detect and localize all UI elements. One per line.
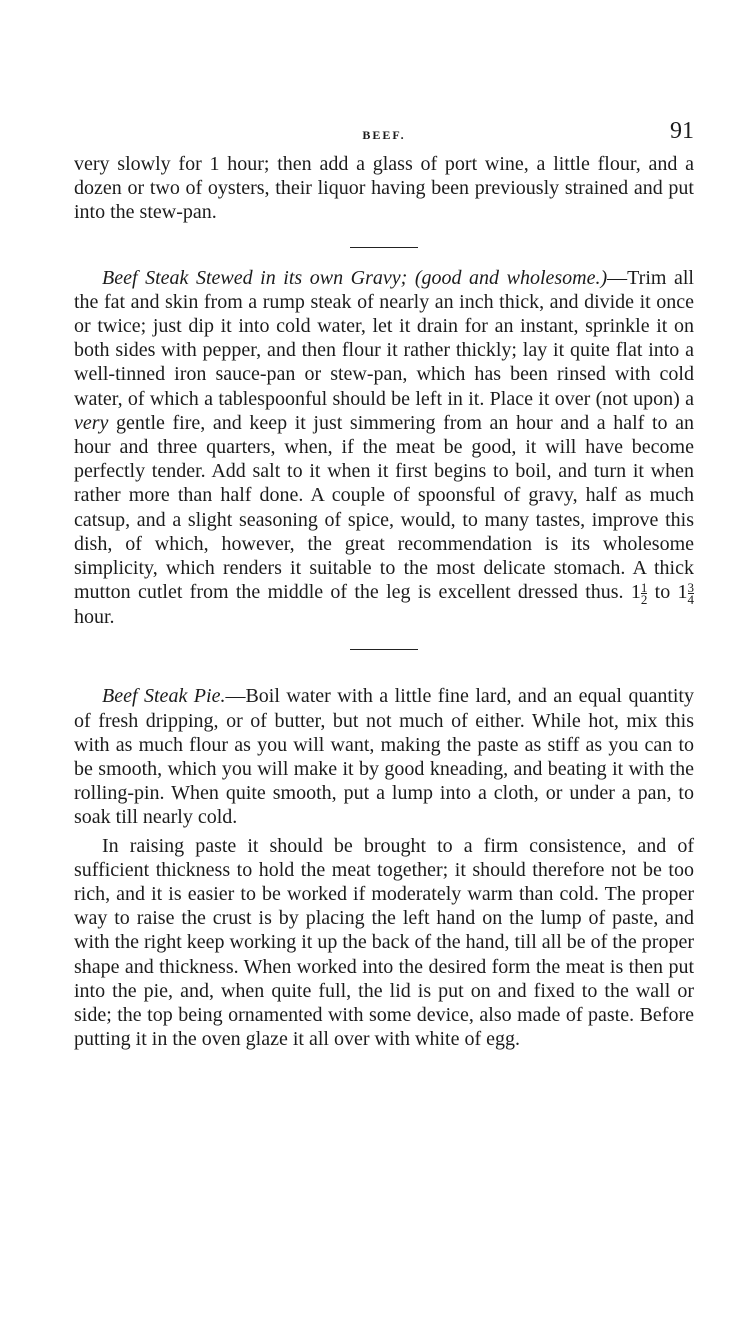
recipe-stewed-body-1: —Trim all the fat and skin from a rump steak of nearly an inch thick, and divide it once or twice; just dip it into cold water, let it drain for an instant, sprinkle it on both sides with pepper, and then flour it rather thickly; lay it quite flat into a well-tinned iron sauce-pan or stew-pan, which has been rinsed with cold water, of which a tablespoonful should be left in it. Place it over (not upon) a xyxy=(74,266,694,410)
recipe-pie-body-1: —Boil water with a little fine lard, and an equal quantity of fresh dripping, or of butter, but not much of either. While hot, mix this with as much flour as you will want, making the paste as stiff as you can to be smooth, which you will make it by good kneading, and beating it with the rolling-pin. When quite smooth, put a lump into a cloth, or under a pan, to soak till nearly cold. xyxy=(74,685,694,829)
section-divider xyxy=(350,649,418,650)
time-2-whole: 1 xyxy=(677,581,688,604)
time-unit: hour. xyxy=(74,606,115,629)
continuation-paragraph: very slowly for 1 hour; then add a glass of port wine, a little flour, and a dozen or two of oysters, their liquor having been previously strained and put into the stew-pan. xyxy=(74,153,694,224)
running-head xyxy=(74,118,694,152)
running-title: BEEF. xyxy=(362,128,406,142)
recipe-pie-title: Beef Steak Pie. xyxy=(102,685,226,708)
recipe-stewed-paragraph xyxy=(74,266,694,630)
recipe-pie-paragraph-2: In raising paste it should be brought to a firm consistence, and of sufficient thickness to hold the meat together; it should therefore not be too rich, and it is easier to be worked if moderately warm than cold. The proper way to raise the crust is by placing the left hand on the lump of paste, and with the right keep working it up the back of the hand, till all be of the proper shape and thickness. When worked into the desired form the meat is then put into the pie, and, when quite full, the lid is put on and fixed to the wall or side; the top being ornamented with some device, also made of paste. Before putting it in the oven glaze it all over with white of egg. xyxy=(74,834,694,1051)
section-divider xyxy=(350,247,418,248)
time-1-numerator: 1 xyxy=(640,580,648,596)
time-1-denominator: 2 xyxy=(640,592,648,608)
time-2-denominator: 4 xyxy=(687,592,694,608)
recipe-pie-paragraph-1 xyxy=(74,684,694,829)
time-1-whole: 1 xyxy=(630,581,641,604)
recipe-stewed-title: Beef Steak Stewed in its own Gravy; (good and wholesome.) xyxy=(102,266,608,289)
book-page xyxy=(74,118,694,1051)
time-2-fraction xyxy=(687,580,695,608)
time-2-numerator: 3 xyxy=(687,580,694,596)
time-to: to xyxy=(647,581,678,604)
emphasis-very: very xyxy=(74,411,109,434)
recipe-stewed-body-2: gentle fire, and keep it just simmering from an hour and a half to an hour and three quarters, when, if the meat be good, it will have become perfectly tender. Add salt to it when it first begins to boil, and turn it when rather more than half done. A couple of spoonsful of gravy, half as much catsup, and a slight seasoning of spice, would, to many tastes, improve this dish, of which, however, the great recommendation is its wholesome simplicity, which renders it suitable to the most delicate stomach. A thick mutton cutlet from the middle of the leg is excellent dressed thus. xyxy=(74,411,694,604)
page-number: 91 xyxy=(670,118,694,144)
